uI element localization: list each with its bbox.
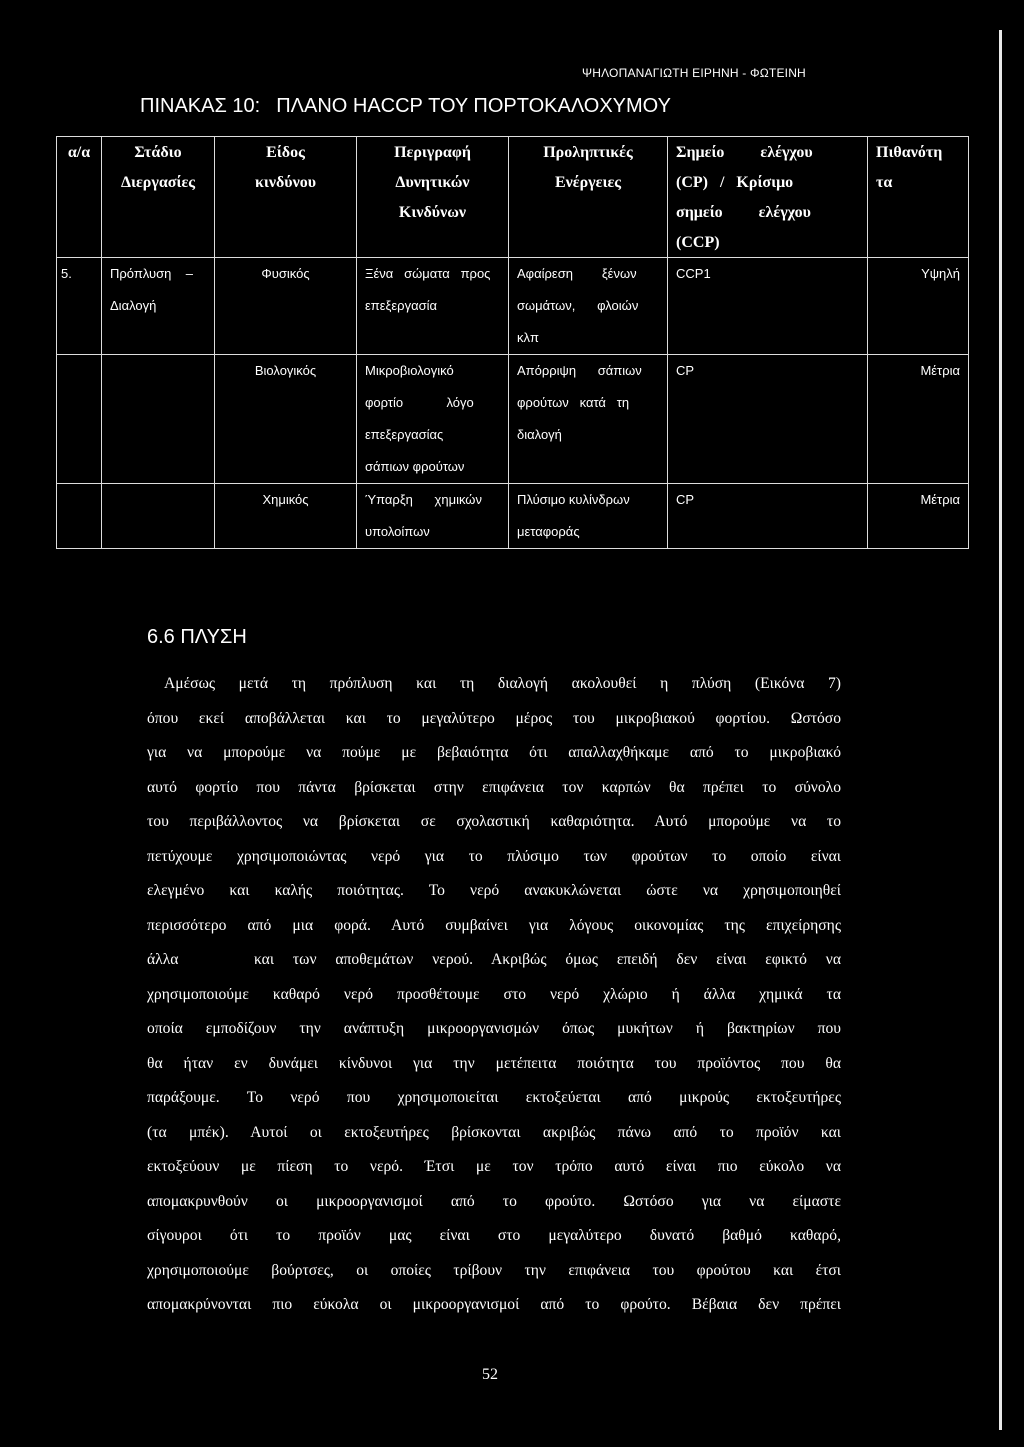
cell-num xyxy=(57,355,102,484)
preventive-line: μεταφοράς xyxy=(517,524,580,539)
cell-hazard-type xyxy=(215,484,357,549)
header-control-line: σημείο ελέγχου xyxy=(676,204,811,221)
header-preventive-line: Προληπτικές xyxy=(543,144,633,161)
header-stage-line: Διεργασίες xyxy=(120,174,196,191)
hazard-desc-line: φορτίο λόγο xyxy=(365,395,474,410)
header-preventive-line: Ενέργειες xyxy=(554,174,622,191)
row-num: 5. xyxy=(61,266,72,281)
hazard-desc-line: σάπιων φρούτων xyxy=(365,459,465,474)
cell-num xyxy=(57,258,102,355)
body-line: παράξουμε. Το νερό που χρησιμοποιείται εκτοξεύεται από μικρούς εκτοξευτήρες xyxy=(147,1089,841,1106)
body-line: εκτοξεύουν με πίεση το νερό. Έτσι με τον τρόπο αυτό είναι πιο εύκολο να xyxy=(147,1158,841,1175)
cell-stage xyxy=(102,355,215,484)
header-control-line: Σημείο ελέγχου xyxy=(676,144,813,161)
body-line: απομακρυνθούν οι μικροοργανισμοί από το φρούτο. Ωστόσο για να είμαστε xyxy=(147,1192,841,1210)
haccp-table xyxy=(56,136,969,549)
body-line: περισσότερο από μια φορά. Αυτό συμβαίνει για λόγους οικονομίας της επιχείρησης xyxy=(147,916,841,934)
header-probability xyxy=(868,137,969,258)
table-row xyxy=(57,258,969,355)
header-hazard-desc-line: Δυνητικών xyxy=(395,174,470,191)
body-line: Αμέσως μετά τη πρόπλυση και τη διαλογή ακολουθεί η πλύση (Εικόνα 7) xyxy=(164,675,841,692)
cell-preventive xyxy=(509,484,668,549)
cell-stage xyxy=(102,484,215,549)
hazard-type: Φυσικός xyxy=(261,266,310,281)
body-line: χρησιμοποιούμε βούρτσες, οι οποίες τρίβουν την επιφάνεια του φρούτου και έτσι xyxy=(147,1261,841,1279)
cell-control xyxy=(668,258,868,355)
preventive-line: Απόρριψη σάπιων xyxy=(517,363,642,378)
control-point: CP xyxy=(676,363,695,378)
body-line: αυτό φορτίο που πάντα βρίσκεται στην επιφάνεια τον καρπών θα πρέπει το σύνολο xyxy=(147,778,841,796)
preventive-line: φρούτων κατά τη xyxy=(517,395,630,410)
body-line: άλλα και των αποθεμάτων νερού. Ακριβώς όμως επειδή δεν είναι εφικτό να xyxy=(147,951,841,968)
hazard-desc-line: Ξένα σώματα προς xyxy=(365,266,491,281)
header-hazard-type xyxy=(215,137,357,258)
header-stage-line: Στάδιο xyxy=(134,144,182,161)
body-line: πετύχουμε χρησιμοποιώντας νερό για το πλύσιμο των φρούτων το οποίο είναι xyxy=(147,847,841,865)
table-label: ΠΙΝΑΚΑΣ 10: xyxy=(140,95,261,117)
cell-hazard-type xyxy=(215,258,357,355)
probability: Υψηλή xyxy=(921,266,960,281)
cell-probability xyxy=(868,484,969,549)
body-line: σίγουροι ότι το προϊόν μας είναι στο μεγαλύτερο δυνατό βαθμό καθαρό, xyxy=(147,1227,841,1244)
hazard-desc-line: Μικροβιολογικό xyxy=(365,363,454,378)
hazard-type: Βιολογικός xyxy=(254,363,317,378)
table-header-row xyxy=(57,137,969,258)
header-hazard-desc-line: Κινδύνων xyxy=(398,204,467,221)
body-line: για να μπορούμε να πούμε με βεβαιότητα ότι απαλλαχθήκαμε από το μικροβιακό xyxy=(147,744,841,761)
body-line: οποία εμποδίζουν την ανάπτυξη μικροοργανισμών όπως μυκήτων ή βακτηρίων που xyxy=(147,1020,841,1037)
header-stage xyxy=(102,137,215,258)
header-hazard-type-line: κινδύνου xyxy=(254,174,317,191)
header-control xyxy=(668,137,868,258)
preventive-line: κλπ xyxy=(517,330,539,345)
page-number: 52 xyxy=(482,1366,498,1383)
table-row xyxy=(57,484,969,549)
cell-hazard-type xyxy=(215,355,357,484)
body-line: απομακρύνονται πιο εύκολα οι μικροοργανισμοί από το φρούτο. Βέβαια δεν πρέπει xyxy=(147,1296,841,1313)
header-preventive xyxy=(509,137,668,258)
table-title-text: ΠΛΑΝΟ HACCP ΤΟΥ ΠΟΡΤΟΚΑΛΟΧΥΜΟΥ xyxy=(276,95,671,117)
header-hazard-type-line: Είδος xyxy=(266,144,305,161)
probability: Μέτρια xyxy=(920,492,960,507)
control-point: CP xyxy=(676,492,695,507)
hazard-desc-line: επεξεργασίας xyxy=(365,427,444,442)
header-control-line: (CCP) xyxy=(676,234,720,251)
cell-control xyxy=(668,484,868,549)
preventive-line: Αφαίρεση ξένων xyxy=(517,266,637,281)
header-probability-line: τα xyxy=(876,174,893,191)
control-point: CCP1 xyxy=(676,266,711,281)
table-title xyxy=(140,95,671,118)
cell-num xyxy=(57,484,102,549)
stage-line: Διαλογή xyxy=(110,298,157,313)
cell-hazard-desc xyxy=(357,258,509,355)
header-hazard-desc xyxy=(357,137,509,258)
section-heading: 6.6 ΠΛΥΣΗ xyxy=(147,626,247,648)
hazard-desc-line: επεξεργασία xyxy=(365,298,438,313)
body-line: χρησιμοποιούμε καθαρό νερό προσθέτουμε στο νερό χλώριο ή άλλα χημικά τα xyxy=(147,985,841,1003)
scan-edge xyxy=(999,30,1002,1430)
cell-probability xyxy=(868,355,969,484)
table-row xyxy=(57,355,969,484)
probability: Μέτρια xyxy=(920,363,960,378)
cell-stage xyxy=(102,258,215,355)
body-line: (τα μπέκ). Αυτοί οι εκτοξευτήρες βρίσκονται ακριβώς πάνω από το προϊόν και xyxy=(147,1123,841,1141)
cell-control xyxy=(668,355,868,484)
body-line: ελεγμένο και καλής ποιότητας. Το νερό ανακυκλώνεται ώστε να χρησιμοποιηθεί xyxy=(147,882,841,899)
hazard-type: Χημικός xyxy=(262,492,309,507)
cell-preventive xyxy=(509,355,668,484)
cell-hazard-desc xyxy=(357,484,509,549)
preventive-line: Πλύσιμο κυλίνδρων xyxy=(517,492,630,507)
cell-probability xyxy=(868,258,969,355)
header-num-text: α/α xyxy=(67,144,91,161)
body-line: θα ήταν εν δυνάμει κίνδυνοι για την μετέπειτα ποιότητα του προϊόντος που θα xyxy=(147,1054,841,1072)
body-line: όπου εκεί αποβάλλεται και το μεγαλύτερο μέρος του μικροβιακού φορτίου. Ωστόσο xyxy=(147,709,841,727)
preventive-line: διαλογή xyxy=(517,427,562,442)
hazard-desc-line: υπολοίπων xyxy=(365,524,430,539)
cell-hazard-desc xyxy=(357,355,509,484)
hazard-desc-line: Ύπαρξη χημικών xyxy=(365,492,482,507)
header-probability-line: Πιθανότη xyxy=(876,144,943,161)
header-num xyxy=(57,137,102,258)
header-hazard-desc-line: Περιγραφή xyxy=(394,144,471,161)
header-control-line: (CP) / Κρίσιμο xyxy=(676,174,794,191)
cell-preventive xyxy=(509,258,668,355)
header-author: ΨΗΛΟΠΑΝΑΓΙΩΤΗ ΕΙΡΗΝΗ - ΦΩΤΕΙΝΗ xyxy=(582,66,806,80)
section-body xyxy=(147,667,841,1323)
stage-line: Πρόπλυση – xyxy=(110,266,194,281)
body-line: του περιβάλλοντος να βρίσκεται σε σχολαστική καθαριότητα. Αυτό μπορούμε να το xyxy=(147,813,841,830)
preventive-line: σωμάτων, φλοιών xyxy=(517,298,639,313)
